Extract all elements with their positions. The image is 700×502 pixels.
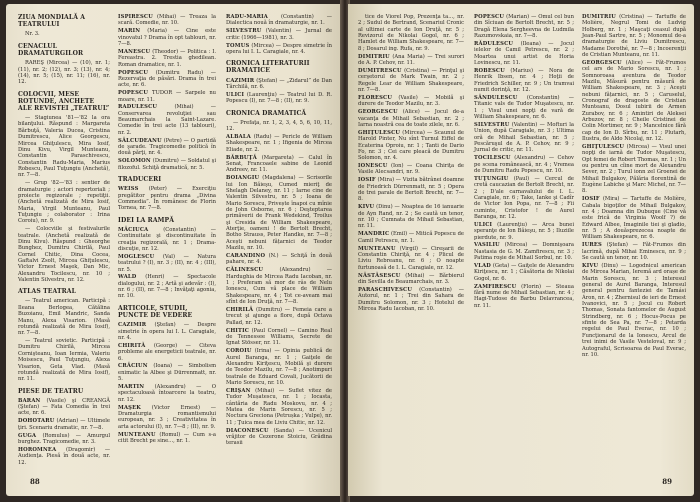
- entry-text: (Irina) — Opinia publică de Aurel Baranga, nr. 1 ; Gaiţele de Alexandru Kiriţescu, Mobilă şi durere de Teodor Mazilu, nr. 7—8 ; Anotimpuri teatrale de Eduard Covali, Jucătorii de Mario Sorescu, nr. 10.: [226, 348, 333, 386]
- index-entry: [474, 222, 574, 241]
- entry-text: (Romulus) — Amurgul burghez. Tragicomedie, nr. 3.: [18, 432, 110, 445]
- entry-author: MANDRIC: [358, 231, 390, 238]
- entry-author: IOSIF: [582, 196, 600, 203]
- entry-text: (Peter) — Exerciţiu pregătitor pentru drama „Divina Commedia”. În românesc de Florin Tornea, nr. 7—8.: [118, 186, 217, 212]
- entry-author: SOLOMON: [118, 158, 151, 165]
- entry-text: (Alice) — Jocul de-a vacanţa de Mihail Sebastian, nr. 2 ; Iarna noastră cea de toate zilele, nr. 6.: [358, 109, 464, 128]
- entry-author: MARTIN: [118, 384, 145, 391]
- section-heading: ZIUA MONDIALĂ A TEATRULUI: [18, 14, 86, 29]
- index-entry: [118, 28, 216, 47]
- index-entry: [226, 155, 332, 174]
- index-entry: [226, 328, 332, 347]
- entry-author: COROIU: [226, 348, 252, 355]
- entry-author: TOCILESCU: [474, 155, 511, 162]
- index-entry: [582, 263, 686, 358]
- entry-text: (Alice) — Făt-Frumos cel ars de Mario Sorescu, nr. 1 ; Somnoroasa aventura de Teodor Mazilu, Măsură pentru măsură de William Shakespeare, nr. 3 ; Acești nebuni fățarnici, nr. 5 ; Caruselul, Cronograf de dragoste de Cristian Munteanu, Dosul iubirii de Armen Zurabov, nr. 6 ; Amintiri de Aleksei Arbuzov, nr. 8 ; Cheile Cristinei de Colin Mortimer, nr. 9 ; Mancelnice fără cap de Ion D. Sîrbu, nr. 11 ; Plutarh, Ilustra, de Aldo Nicolaj, nr. 12.: [582, 60, 686, 143]
- entry-text: (Florin) — Steaua fără nume de Mihail Sebastian, nr. 4 ; Hagi-Tudose de Barbu Delavrancea, nr. 11.: [474, 283, 574, 309]
- entry-author: CHIRITĂ: [118, 342, 146, 349]
- index-entry: [358, 130, 464, 162]
- entry-author: CAZIMIR: [226, 77, 255, 84]
- entry-text: (Mihai) — Suflet vitez de Tudor Mușatescu, nr. 1 ; Iocasta, cântăria de Radu Moskovu, nr. 4 ; Matea de Marin Sorescu, nr. 5 ; Noctura Greciona (Petrușka ; Vulpe), nr. 11 ; Ţuica mea de Liviu Chitic, nr. 12.: [226, 387, 332, 426]
- entry-text: (Cristina) — Tartuffe de Molière, Negrul Tomi de Ludvig Holberg, nr. 1 ; Maşcaţi ceasul după Jean-Paul Sartre, nr. 5 ; Monomul de-a dramaturgie de Liviu Dumitrescu, Madame Dorothé, nr. 7—8 ; Incoerenţii de Cristian Munteanu, nr. 11.: [582, 14, 686, 59]
- entry-text: (Dinu) — Noaptea de 16 ianuarie de Ayn Rand, nr. 2 ; Se caută un tenor, nr. 10 ; Cumnata de Mihail Sebastian, nr. 11.: [358, 204, 465, 230]
- entry-text: (Mihai) — Conservarea revoluţiei sau Beaumarchais la Saint-Lazare. Comedie în trei acte (13 tablouri), nr. 2.: [118, 104, 216, 136]
- entry-text: (Maria) — Cine este vinovatul ? Drama în opt tablouri, nr. 7—8.: [118, 28, 217, 47]
- index-entry: [18, 447, 110, 466]
- index-entry: [582, 242, 686, 261]
- index-entry: [358, 163, 464, 176]
- index-entry: [118, 343, 216, 362]
- entry-text: (Ştefan) — „Zidarul” de Dan Tărchilă, nr. 6.: [226, 77, 332, 90]
- right-page-column-3: [582, 14, 686, 360]
- paragraph: — Grup '82—'83 : sentier de dramaturgie ; actori repertoriali ; proiecte regizorale ; repetiţii. (Anchetă realizată de Mira Iosif, Maria, Virgil Munteanu, Paul Tuţungiu ; colaborator : Irina Coroiu), nr. 9.: [18, 180, 110, 225]
- index-entry: [118, 158, 216, 171]
- index-entry: [358, 204, 464, 229]
- entry-author: BARAN: [18, 397, 41, 404]
- index-entry: [226, 14, 332, 27]
- index-entry: [118, 384, 216, 403]
- entry-author: CARANDINO: [226, 253, 266, 260]
- index-entry: [582, 144, 686, 195]
- index-entry: [226, 28, 332, 41]
- entry-text: (Dumitru) — Femeia care a trecut şi ajunge a flore, după Octava Pallad, nr. 12.: [226, 307, 332, 326]
- entry-author: IOSIF: [358, 177, 376, 184]
- paragraph: — Teatrul american. Participă : Ileana Berlogea, Cătălina Buzoianu, Emil Mandric, Sanda Manu, Alexa Visarion. (Masă rotundă realizată de Mira Iosif), nr. 7—8.: [18, 298, 110, 337]
- entry-author: DOHOTARU: [18, 418, 55, 425]
- entry-author: CRIŞAN: [226, 387, 251, 394]
- entry-author: MUNTEANU: [358, 245, 396, 252]
- index-entry: [474, 68, 574, 93]
- entry-author: DUMITRESCU: [358, 67, 402, 74]
- entry-text: (Geta) — Gaiţele de Alexandru Kiriţescu, nr. 1 ; Căsătoria de Nikolai Gogol, nr. 6.: [474, 263, 574, 282]
- index-entry: [118, 14, 216, 27]
- index-entry: [582, 196, 686, 240]
- index-entry: [226, 43, 332, 56]
- index-entry: [358, 177, 464, 202]
- entry-separator: [139, 186, 149, 192]
- index-entry: [358, 95, 464, 108]
- index-entry: [118, 104, 216, 136]
- index-entry: [474, 41, 574, 66]
- entry-text: (Alexandru) — Cehov pe scena românească, nr. 4 ; Vremea de Dumitru Radu Popescu, nr. 10.: [474, 155, 574, 174]
- index-entry: [118, 254, 216, 273]
- entry-author: BOIANGIU: [226, 175, 260, 182]
- index-entry: [474, 242, 574, 261]
- index-entry: [226, 78, 332, 91]
- entry-author: SILVESTRU: [474, 121, 510, 128]
- entry-text: (Paul Cornel) — Camino Real de Tennessee Williams, Secrete de Ignat Stösser, nr. 11.: [226, 327, 332, 347]
- entry-author: CHITIC: [226, 327, 250, 334]
- entry-separator: [141, 405, 152, 411]
- entry-author: KIVU: [358, 204, 375, 211]
- entry-author: SILVESTRU: [226, 28, 262, 35]
- entry-text: (Virgil) — Cireşarii de Constantin Chiriţă, nr. 4 ; Plicul de Liviu Rebreanu, nr. 6 ; O noapte furtunoasă de I. L. Caragiale, nr. 12.: [358, 245, 464, 271]
- entry-author: NĂSTĂSESCU: [358, 272, 401, 279]
- index-entry: [358, 68, 464, 93]
- entry-author: KIVU: [582, 263, 599, 270]
- left-page: [6, 4, 342, 496]
- section-heading: COLOCVII, MESE ROTUNDE, ANCHETE ALE REVISTEI „TEATRUL”: [18, 90, 110, 112]
- paragraph: — Teatrul sovietic. Participă : Dumitru Chirilă, Mircea Cornişteanu, Ioan Iermia, Valeriu Moisescu, Paul Tuţungiu, Alexa Visarion, Geta Vlad. (Masă rotundă realizată de Mira Iosif), nr. 11.: [18, 338, 110, 383]
- entry-author: POPESCU: [474, 14, 505, 20]
- entry-author: ALBALA: [226, 134, 251, 141]
- index-entry: [582, 60, 686, 142]
- entry-author: VASILIU: [474, 242, 500, 249]
- left-page-column-1: [18, 14, 110, 468]
- entry-author: SĂLCUDEANU: [118, 137, 162, 144]
- entry-text: (Sanda) — Ucenicul vrăjitor de Cezerone Stoiciu, Grădina terasii: [226, 427, 333, 447]
- entry-separator: [154, 254, 163, 260]
- entry-text: (Alexandru) — O spectaculoasă întoarcere la teatru, nr. 12.: [118, 384, 216, 403]
- index-entry: [474, 155, 574, 174]
- index-entry: [358, 246, 464, 271]
- entry-author: POPESCU: [118, 69, 149, 76]
- entry-author: RADU-MARIA: [226, 14, 268, 20]
- entry-author: GEORGESCU: [358, 109, 398, 116]
- entry-author: GHIŢULESCU: [358, 129, 401, 136]
- right-page-column-2: [474, 14, 574, 311]
- entry-text: (Constantin) — Continuitate şi discontinuitate în creaţia regizorală, nr. 1 ; Drama-discuţie, nr. 12.: [118, 226, 216, 252]
- entry-text: (Mircea) — Domnişoara Nastasia de G. M. Zamfirescu, nr. 3 ; Patima roşie de Mihail Sorbul, nr. 10.: [474, 242, 574, 262]
- entry-author: WALD: [118, 274, 137, 281]
- paragraph: — Prefaţa, nr. 1, 2, 3, 4, 5, 6, 10, 11, 12.: [226, 119, 332, 133]
- paragraph: RAREŞ (Mircea) — (10), nr. 1; (11), nr. 2; (12), nr. 3; (13), nr. 4; (14), nr. 5; (15), nr. 11; (16), nr. 12.: [18, 60, 110, 86]
- entry-separator: [136, 274, 145, 280]
- entry-text: (Theodor) — Politica : I. Fereastra. 2. Trestia ghedilean. Roman dramatice, nr. 1.: [118, 48, 216, 68]
- index-entry: [118, 138, 216, 157]
- entry-text: (Constantin) — Autorul, nr. 1 ; Trei din Sahara de Dumitru Solomon, nr. 3 ; Hotelul de Mircea Radu Iacoban, nr. 10.: [358, 286, 464, 312]
- index-entry: [226, 348, 332, 386]
- entry-text: (Constantin) — Titanic vals de Tudor Muşatescu, nr. 1 ; Visul unei nopţi de vară de William Shakespeare, nr. 6.: [474, 94, 574, 120]
- section-heading: IDEI LA RAMPĂ: [118, 216, 175, 224]
- section-heading: ARTICOLE, STUDII, PUNCTE DE VEDERE: [118, 304, 193, 320]
- entry-text: (Magdalena) — Scrisorile lui Ion Băieşu, Cumed mieriţ de Shelagh Delaney, nr. 11 ; Iarne cine de Valentin Silvestru, nr. 5 ; Ioana de Mario Sorescu, Privește înapoi cu mînie de John Osborne, nr. 6 ; Deşteptarea primăverii de Frank Wedekind, Troilus şi Cresida de William Shakespeare, Aterţie, oameni ! de Bertolt Brecht, Botho Strauss, Peter Handke, nr. 7—8 ; Acești nebuni fățarnici de Teodor Mazilu, nr. 10.: [226, 175, 332, 252]
- entry-separator: [145, 343, 153, 349]
- index-entry: [18, 398, 110, 417]
- entry-text: (Valentin) — Jurnal de critic (1966—1981), nr. 3.: [226, 28, 332, 41]
- entry-text: (Ana Maria) — Trei surori de A. P. Cehov, nr. 11.: [358, 53, 464, 66]
- index-entry: [118, 90, 216, 103]
- section-heading: TRADUCERI: [118, 176, 162, 184]
- entry-author: RADULESCU: [118, 104, 158, 111]
- paragraph: — Colocviile şi festivalurile teatrale. (Anchetă realizată de Dinu Kivu). Răspund : Gheorghe Bunghez, Dumitru Chirilă, Paul Cornel Chitic, Dina Cocea, Gaftalvi Zsolt, Mircea Ghiţulescu, Victor Ernest Maşek, Dan Mic, Alexandru Tocilescu, nr. 10 ; Valentin Silvestru, nr. 12.: [18, 226, 110, 283]
- entry-text: (Petre) — O partidă de şarade. Tragicomedie politică în două părţi, nr. 4.: [118, 137, 216, 157]
- entry-text: (George) — Citeva probleme ale energeticii teatrale, nr. 6.: [118, 342, 216, 362]
- entry-text: (Mira) — Tartuffe de Molière, Cabala bigoţilor de Mihail Bulgakov, nr. 4 ; Doamna din Dubuque (Cine vă este frică de Virginia Woolf ?) de Edward Albee, Imaginile tiei şi gladio, nr. 5 ; A douăsprezecea noapte de William Shakespeare, nr. 6.: [582, 196, 686, 241]
- index-entry: [18, 433, 110, 446]
- index-entry: [118, 186, 216, 211]
- index-entry: [226, 134, 332, 153]
- index-entry: [118, 322, 216, 341]
- index-entry: [118, 432, 216, 445]
- entry-author: SĂNDULESCU: [474, 94, 518, 101]
- index-entry: [474, 284, 574, 309]
- index-entry: [118, 227, 216, 252]
- entry-text: (Romul) — Cum s-a citit Brecht pe sine..., nr. 1.: [118, 431, 216, 445]
- entry-author: MARIN: [118, 28, 141, 35]
- entry-text: (Dinu) — Logodnicul american de Mircea Marian, Ieremă ard orașe de Marin Sorescu, nr. 3 ; Interesul general de Aurel Baranga, Interesul general pentru fanteziei de Tamási Áron, nr. 4 ; Zhernisul de ieri de Ernest Ivanovici, nr. 5 ; Jocul cu Robert Thomas, Sonata fantomelor de August Strindberg, nr. 6 ; Hocus-Pocus pe sfinte de Sea Pa, nr. 7—8 ; Petarda regelui de Paul Everac, nr. 10 ; Funcţionarul de la Ionescu, Arcul de trei inimi de Vasile Vesteloval, nr. 9 ; Autograful, Scrisoarea de Paul Everac, nr. 10.: [582, 263, 686, 358]
- entry-author: ZAMFIRESCU: [474, 283, 517, 290]
- index-entry: [358, 109, 464, 128]
- section-heading: CENACLUL DRAMATURGILOR: [18, 42, 84, 57]
- entry-text: (Cristina) — Prinţul şi cerşetorul de Mark Twain, nr. 2 ; Regele Lear de William Shakespeare, nr. 7—8.: [358, 67, 464, 93]
- entry-author: RĂDULESCU: [474, 40, 514, 47]
- entry-author: TOMUS: [226, 42, 250, 49]
- entry-author: DIACONESCU: [226, 427, 269, 434]
- index-entry: [582, 14, 686, 58]
- index-entry: [226, 307, 332, 326]
- entry-text: (Val) — Natura teatrului ? (I), nr. 3 ; (II), nr. 4 ; (III), nr. 5.: [118, 253, 216, 273]
- index-entry: [118, 70, 216, 89]
- entry-text: (Mihai) — Treaza la scară. Comedie, nr. 10.: [118, 14, 216, 27]
- entry-author: MĂCIUCA: [118, 226, 149, 233]
- entry-text: (Dumitru Radu) — Rezervaţia de păsări. Drama în trei acte, nr. 6.: [118, 69, 216, 89]
- entry-author: GHIŢULESCU: [582, 144, 625, 151]
- entry-author: WEISS: [118, 186, 139, 193]
- left-page-column-3: [226, 14, 332, 448]
- entry-text: TUDOR — Sarpele nu moare, nr. 11.: [118, 90, 216, 103]
- entry-author: FLORESCU: [358, 94, 393, 101]
- entry-separator: [263, 267, 279, 273]
- right-page: [348, 4, 694, 496]
- entry-text: (Adrian) — Ultimele ţiri. Scenariu dramatic, nr. 7—8.: [18, 418, 110, 431]
- entry-author: DUMITRIU: [582, 14, 616, 20]
- entry-author: GUGA: [18, 432, 37, 439]
- entry-author: ULICI: [226, 91, 245, 98]
- section-heading: ATLAS TEATRAL: [18, 288, 76, 296]
- index-entry: [226, 175, 332, 251]
- section-heading: CRONICA DRAMATICĂ: [226, 109, 307, 117]
- entry-text: (Victor Ernest) — Dramaturgia romantismului european, nr. 3 ; Creativitatea în arta actorului (I), nr. 7—8 ; (II), nr. 9.: [118, 404, 216, 430]
- entry-author: DIMITRIU: [358, 53, 390, 60]
- entry-text: (Vasile) — Mobilă şi durere de Teodor Mazilu, nr. 3.: [358, 94, 464, 108]
- index-entry: [474, 263, 574, 282]
- entry-text: (Ştefan) — Despre simetrie în opera lui I. L. Caragiale, nr. 4.: [118, 322, 216, 341]
- index-entry: [474, 95, 574, 120]
- paragraph: tice de Viorel Pop, Prezenţa ta..., nr. 2 ; Sudul de Bertrand, Scenariul Cronic al ultimei carte de Ion Druţă, nr. 5 ; Revizorul de Nikolai Gogol, nr. 6 ; Hamlet de William Shakespeare, nr. 7—8 ; Dosarul ing. Rufa, nr. 9.: [358, 14, 464, 52]
- entry-author: PARASCHIVESCU: [358, 286, 413, 293]
- entry-text: (Henri) — Spectacole dialogului, nr. 2 ; Artă şi adevăr : (I), nr. 6 ; (II), nr. 7—8 ; Invăţaţi agonia, nr. 10.: [118, 274, 216, 300]
- entry-author: POPESCU: [118, 90, 149, 97]
- entry-author: MOGLESCU: [118, 253, 155, 260]
- index-entry: [474, 176, 574, 220]
- entry-text: (Alexandru) — Hardughia de Mircea Radu Iacoban, nr. 1 ; Preferam să mor de râs de Nelu Ionescu, Cum vă place de William Shakespeare, nr. 4 ; Tot ce-aveam mai sfînt de Ion Druţă, nr. 7—8.: [226, 267, 332, 306]
- index-entry: [358, 273, 464, 286]
- entry-text: (Ion) — Coana Chiriţa de Vasile Alecsandri, nr. 9.: [358, 163, 464, 176]
- entry-text: (Mira) — Vizita bătrânei doamne de Friedrich Dürrenmatt, nr. 5 ; Opera de trei parale de Bertolt Brecht, nr. 7—8.: [358, 177, 464, 203]
- entry-text: (N.) — Schiţă în două pahare, nr. 4.: [226, 253, 332, 266]
- entry-text: (Mircea) — Scaunul de Harold Pinter, Nu sînt Turnul Eiffel de Ecaterina Oproiu, nr. 1 ; Tanti de Dario Fo, nr. 3 ; Cei care pleacă de Dumitru Solomon, nr. 4.: [358, 129, 465, 162]
- index-entry: [226, 92, 332, 105]
- entry-text: (Ştefan) — Făt-Frumos din lacrimă, după Mihai Eminescu, nr. 9 ; Se caută un tenor, nr. 10.: [582, 242, 686, 262]
- index-entry: [118, 405, 216, 430]
- index-entry: [226, 267, 332, 305]
- entry-text: (Ioana) — Simbolism enimatic la Albee şi Dürrenmatt, nr. 5.: [118, 363, 216, 383]
- entry-author: BĂRBUŢĂ: [226, 154, 257, 161]
- entry-text: (Margareta) — Calul în Senat, Francoaele sabine de Leonid Andreev, nr. 11.: [226, 154, 332, 174]
- entry-author: ROBESCU: [474, 67, 505, 74]
- entry-text: (Dragomir) — Audienţa. Piesă în două acte, nr. 12.: [18, 446, 111, 466]
- index-entry: [226, 253, 332, 266]
- entry-author: MUNTEANU: [118, 431, 156, 438]
- section-heading: PIESE DE TEATRU: [18, 387, 84, 395]
- entry-text: (Dumitru) — Soldatul şi filozoful. Schiţă dramatică, nr. 5.: [118, 158, 216, 171]
- entry-author: CHIRILĂ: [226, 307, 254, 314]
- entry-separator: [148, 227, 163, 233]
- entry-text: (Emil) — Mitică Popescu de Camil Petrescu, nr. 1.: [358, 231, 464, 244]
- entry-text: (Marius) — Nora de Henrik Ibsen, nr. 4 ; Hoţii de Friedrich Schiller, nr. 9 ; Un tramvai numit dorinţă, nr. 12.: [474, 67, 574, 93]
- entry-text: (Paul) — Cercul de cretă caucazian de Bertolt Brecht, nr. 2 ; D'ale carnavalului de I. L. Caragiale, nr. 6 ; Take, Ianke şi Cadîr de Victor Ion Popa, nr. 7—8 ; Fii cuminte, Cristofor ! de Aurel Baranga, nr. 12.: [474, 175, 574, 220]
- index-entry: [118, 49, 216, 68]
- entry-text: (Mihai) — Bărbierul din Sevilla de Beaumarchais, nr. 3.: [358, 272, 464, 285]
- entry-text: (Constantin) — Dialectica nouă în dramaturgie, nr. 1.: [226, 14, 332, 27]
- entry-author: IURES: [582, 242, 602, 249]
- page-number-right: 89: [662, 477, 672, 486]
- entry-text: (Laurenţiu) — Arca bunei speranţe de Ion Băieşu, nr. 5 ; Iluziile pierdute, nr. 9.: [474, 221, 574, 241]
- entry-author: CAZIMIR: [118, 322, 147, 329]
- entry-author: CĂLINESCU: [226, 267, 264, 274]
- index-entry: [118, 274, 216, 299]
- index-entry: [474, 14, 574, 39]
- entry-separator: [148, 70, 156, 76]
- entry-separator: [513, 41, 520, 47]
- entry-author: ISPIRESCU: [118, 14, 153, 20]
- entry-author: MANESCU: [118, 48, 151, 55]
- index-entry: [474, 122, 574, 154]
- left-page-column-2: [118, 14, 216, 446]
- entry-separator: [157, 104, 174, 110]
- entry-text: (Mircea) — Despre simetrie în opera lui I. L. Caragiale, nr. 4.: [226, 42, 333, 55]
- entry-author: MAŞEK: [118, 404, 141, 411]
- paragraph: — Stagiunea '81—'82 la ora bilanţului. Răspund : Margareta Bărbuţă, Valeria Ducea, Cristina Dumitrescu, Alice Georgescu, Mircea Ghiţulescu, Mira Iosif, Dinu Kivu, Virgil Munteanu, Constantin Paraschivescu, Constantin Radu-Maria, Marius Robescu, Paul Tuţungiu (Anchetă), nr. 7—8.: [18, 115, 110, 179]
- paragraph: Nr. 3.: [25, 31, 40, 38]
- page-number-left: 88: [30, 477, 40, 486]
- index-entry: [358, 54, 464, 67]
- entry-author: ULICI: [474, 221, 493, 228]
- index-entry: [358, 287, 464, 312]
- index-entry: [226, 388, 332, 426]
- index-entry: [18, 418, 110, 431]
- entry-author: HOROMNEA: [18, 446, 57, 453]
- entry-text: (Marian) — Omul cel bun din Sîciuan de Bertolt Brecht, nr. 5 ; Dragă Elena Sergheevna de Ludmila Razumovskaia, nr. 7—8.: [474, 14, 574, 40]
- entry-separator: [518, 95, 527, 101]
- section-heading: CRONICA LITERATURII DRAMATICE: [226, 60, 310, 75]
- entry-text: (Mircea) — Visul unei nopţi de iarnă de Tudor Muşatescu, Opt femei de Robert Thomas, nr. 1 ; Un ou pentru un cîine mort de Alexandru Sever, nr. 2 ; Turul ionn zel Groenei de Mihail Bulgakov, Pălăria florentină de Eugène Labiche şi Marc Michel, nr. 7—8.: [582, 144, 687, 195]
- entry-text: (Laurenţiu) — Teatrul lui D. R. Popescu (I), nr. 7—8 ; (II), nr. 9.: [226, 91, 332, 105]
- right-page-column-1: [358, 14, 464, 314]
- entry-text: (Vasile) şi CREANGĂ (Ştefan) — Fata Comedia în trei acte, nr. 6.: [18, 397, 110, 417]
- index-entry: [358, 231, 464, 244]
- index-entry: [118, 363, 216, 382]
- entry-text: (Ileana) — Jocul ielelor de Camil Petrescu, nr. 2 ; Moartea unui artist de Horia Lovinescu, nr. 11.: [474, 40, 574, 66]
- entry-text: (Radu) — Pericle de William Shakespeare, nr. 1 ; Ifigenia de Mircea Eliade, nr. 2.: [226, 134, 332, 153]
- entry-author: GEORGESCU: [582, 60, 622, 66]
- index-entry: [226, 428, 332, 447]
- entry-author: VLAD: [474, 263, 491, 270]
- entry-author: TUŢUNGIU: [474, 175, 509, 182]
- entry-author: IONESCU: [358, 163, 388, 170]
- entry-author: CRĂCIUN: [118, 363, 148, 370]
- entry-text: (Valentin) — Mofturi la Union, după Caragiale, nr. 3 ; Ultima oră de Mihail Sebastian, nr. 5 ; Pescăruşul de A. P. Cehov, nr. 9 ; Jurnal de critic, nr. 11.: [474, 121, 575, 154]
